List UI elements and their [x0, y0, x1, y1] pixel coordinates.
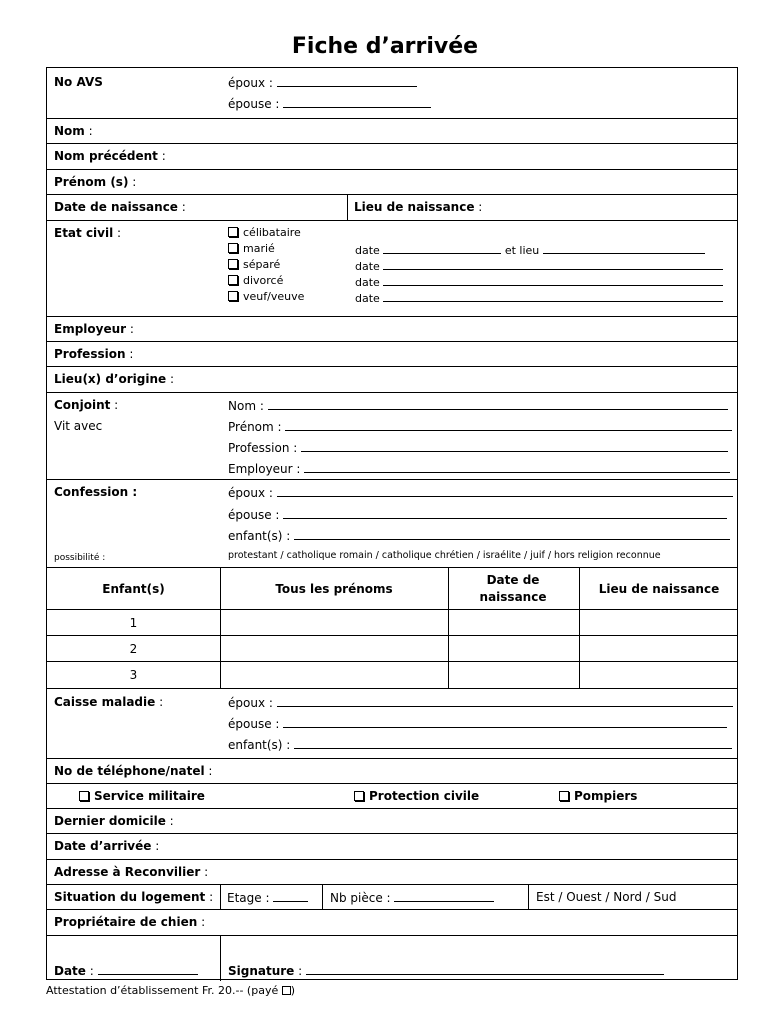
protection-civile-checkbox[interactable]: Protection civile [354, 789, 479, 803]
prenoms-header: Tous les prénoms [275, 582, 393, 596]
confession-row [47, 479, 737, 567]
footer-note: Attestation d’établissement Fr. 20.-- (payé ) [46, 984, 296, 997]
service-militaire-checkbox[interactable]: Service militaire [79, 789, 205, 803]
adresse-label: Adresse à Reconvilier [54, 865, 201, 879]
lieu-origine-row[interactable]: Lieu(x) d’origine : [47, 366, 737, 392]
possibilite-label: possibilité : [54, 553, 106, 563]
telephone-label: No de téléphone/natel [54, 764, 205, 778]
chien-label: Propriétaire de chien [54, 915, 198, 929]
paye-checkbox[interactable] [282, 986, 291, 995]
divorce-checkbox[interactable]: divorcé [228, 274, 283, 287]
prenom-label: Prénom (s) [54, 175, 129, 189]
orientation-text: Est / Ouest / Nord / Sud [536, 890, 677, 904]
date-field[interactable]: Date : [54, 963, 198, 978]
dernier-domicile-label: Dernier domicile [54, 814, 166, 828]
marie-checkbox[interactable]: marié [228, 242, 275, 255]
caisse-epouse-field[interactable]: épouse : [228, 716, 727, 731]
conjoint-nom-field[interactable]: Nom : [228, 398, 728, 413]
etat-civil-label: Etat civil [54, 226, 114, 240]
date-arrivee-row[interactable]: Date d’arrivée : [47, 833, 737, 859]
logement-row: Situation du logement : Etage : Nb pièce : Est / Ouest / Nord / Sud [47, 884, 737, 909]
etat-civil-row: Etat civil : célibataire marié séparé divorcé veuf/veuve date et lieu date date date [47, 220, 737, 316]
lieu-naissance-header: Lieu de naissance [598, 582, 720, 596]
divorce-date-field[interactable]: date [355, 274, 723, 289]
nom-precedent-label: Nom précédent [54, 149, 158, 163]
conjoint-row: Conjoint : Vit avec Nom : Prénom : Profession : Employeur : [47, 392, 737, 479]
signature-row [47, 935, 737, 981]
caisse-label: Caisse maladie [54, 695, 156, 709]
avs-row [47, 68, 737, 118]
table-row[interactable] [47, 609, 737, 636]
telephone-row[interactable]: No de téléphone/natel : [47, 758, 737, 783]
table-row[interactable] [47, 635, 737, 662]
logement-label: Situation du logement [54, 890, 206, 904]
separe-date-field[interactable]: date [355, 258, 723, 273]
conjoint-prenom-field[interactable]: Prénom : [228, 419, 732, 434]
prenom-row[interactable]: Prénom (s) : [47, 169, 737, 194]
caisse-epoux-field[interactable]: époux : [228, 695, 733, 710]
table-row[interactable] [47, 661, 737, 689]
profession-row[interactable]: Profession : [47, 341, 737, 366]
vit-avec-label: Vit avec [54, 419, 103, 433]
enfants-table [47, 567, 737, 688]
pompiers-checkbox[interactable]: Pompiers [559, 789, 637, 803]
caisse-row: Caisse maladie : époux : épouse : enfant(s) : [47, 688, 737, 758]
nom-row[interactable]: Nom : [47, 118, 737, 143]
confession-label: Confession : [54, 485, 138, 499]
row-number: 2 [129, 642, 138, 656]
arrival-form [46, 67, 738, 980]
separe-checkbox[interactable]: séparé [228, 258, 280, 271]
dernier-domicile-row[interactable]: Dernier domicile : [47, 808, 737, 833]
avs-epoux-field[interactable]: époux : [228, 75, 417, 90]
pieces-field[interactable]: Nb pièce : [330, 890, 494, 905]
avs-epouse-field[interactable]: épouse : [228, 96, 431, 111]
page-title: Fiche d’arrivée [291, 34, 479, 59]
avs-label: No AVS [54, 75, 103, 89]
date-naissance-field[interactable]: Date de naissance : [54, 200, 186, 214]
etage-field[interactable]: Etage : [227, 890, 308, 905]
veuf-date-field[interactable]: date [355, 290, 723, 305]
conjoint-label: Conjoint [54, 398, 111, 412]
confession-enfants-field[interactable]: enfant(s) : [228, 528, 730, 543]
signature-field[interactable]: Signature : [228, 963, 664, 978]
row-number: 1 [129, 616, 138, 630]
nom-precedent-row[interactable]: Nom précédent : [47, 143, 737, 169]
chien-row[interactable]: Propriétaire de chien : [47, 909, 737, 935]
caisse-enfants-field[interactable]: enfant(s) : [228, 737, 732, 752]
lieu-origine-label: Lieu(x) d’origine [54, 372, 167, 386]
date-naissance-header: Date de naissance [479, 573, 547, 604]
veuf-checkbox[interactable]: veuf/veuve [228, 290, 304, 303]
conjoint-employeur-field[interactable]: Employeur : [228, 461, 730, 476]
services-row [47, 783, 737, 808]
row-number: 3 [129, 668, 138, 682]
marie-date-field[interactable]: date et lieu [355, 242, 705, 257]
employeur-row[interactable]: Employeur : [47, 316, 737, 341]
nom-label: Nom [54, 124, 85, 138]
lieu-naissance-field[interactable]: Lieu de naissance : [354, 200, 483, 214]
naissance-row [47, 194, 737, 220]
confession-epoux-field[interactable]: époux : [228, 485, 733, 500]
enfants-header: Enfant(s) [102, 582, 165, 596]
confession-epouse-field[interactable]: épouse : [228, 507, 727, 522]
conjoint-profession-field[interactable]: Profession : [228, 440, 728, 455]
confession-options-text: protestant / catholique romain / catholique chrétien / israélite / juif / hors religion reconnue [228, 550, 661, 561]
adresse-row[interactable]: Adresse à Reconvilier : [47, 859, 737, 884]
employeur-label: Employeur [54, 322, 127, 336]
date-arrivee-label: Date d’arrivée [54, 839, 152, 853]
profession-label: Profession [54, 347, 126, 361]
celibataire-checkbox[interactable]: célibataire [228, 226, 301, 239]
